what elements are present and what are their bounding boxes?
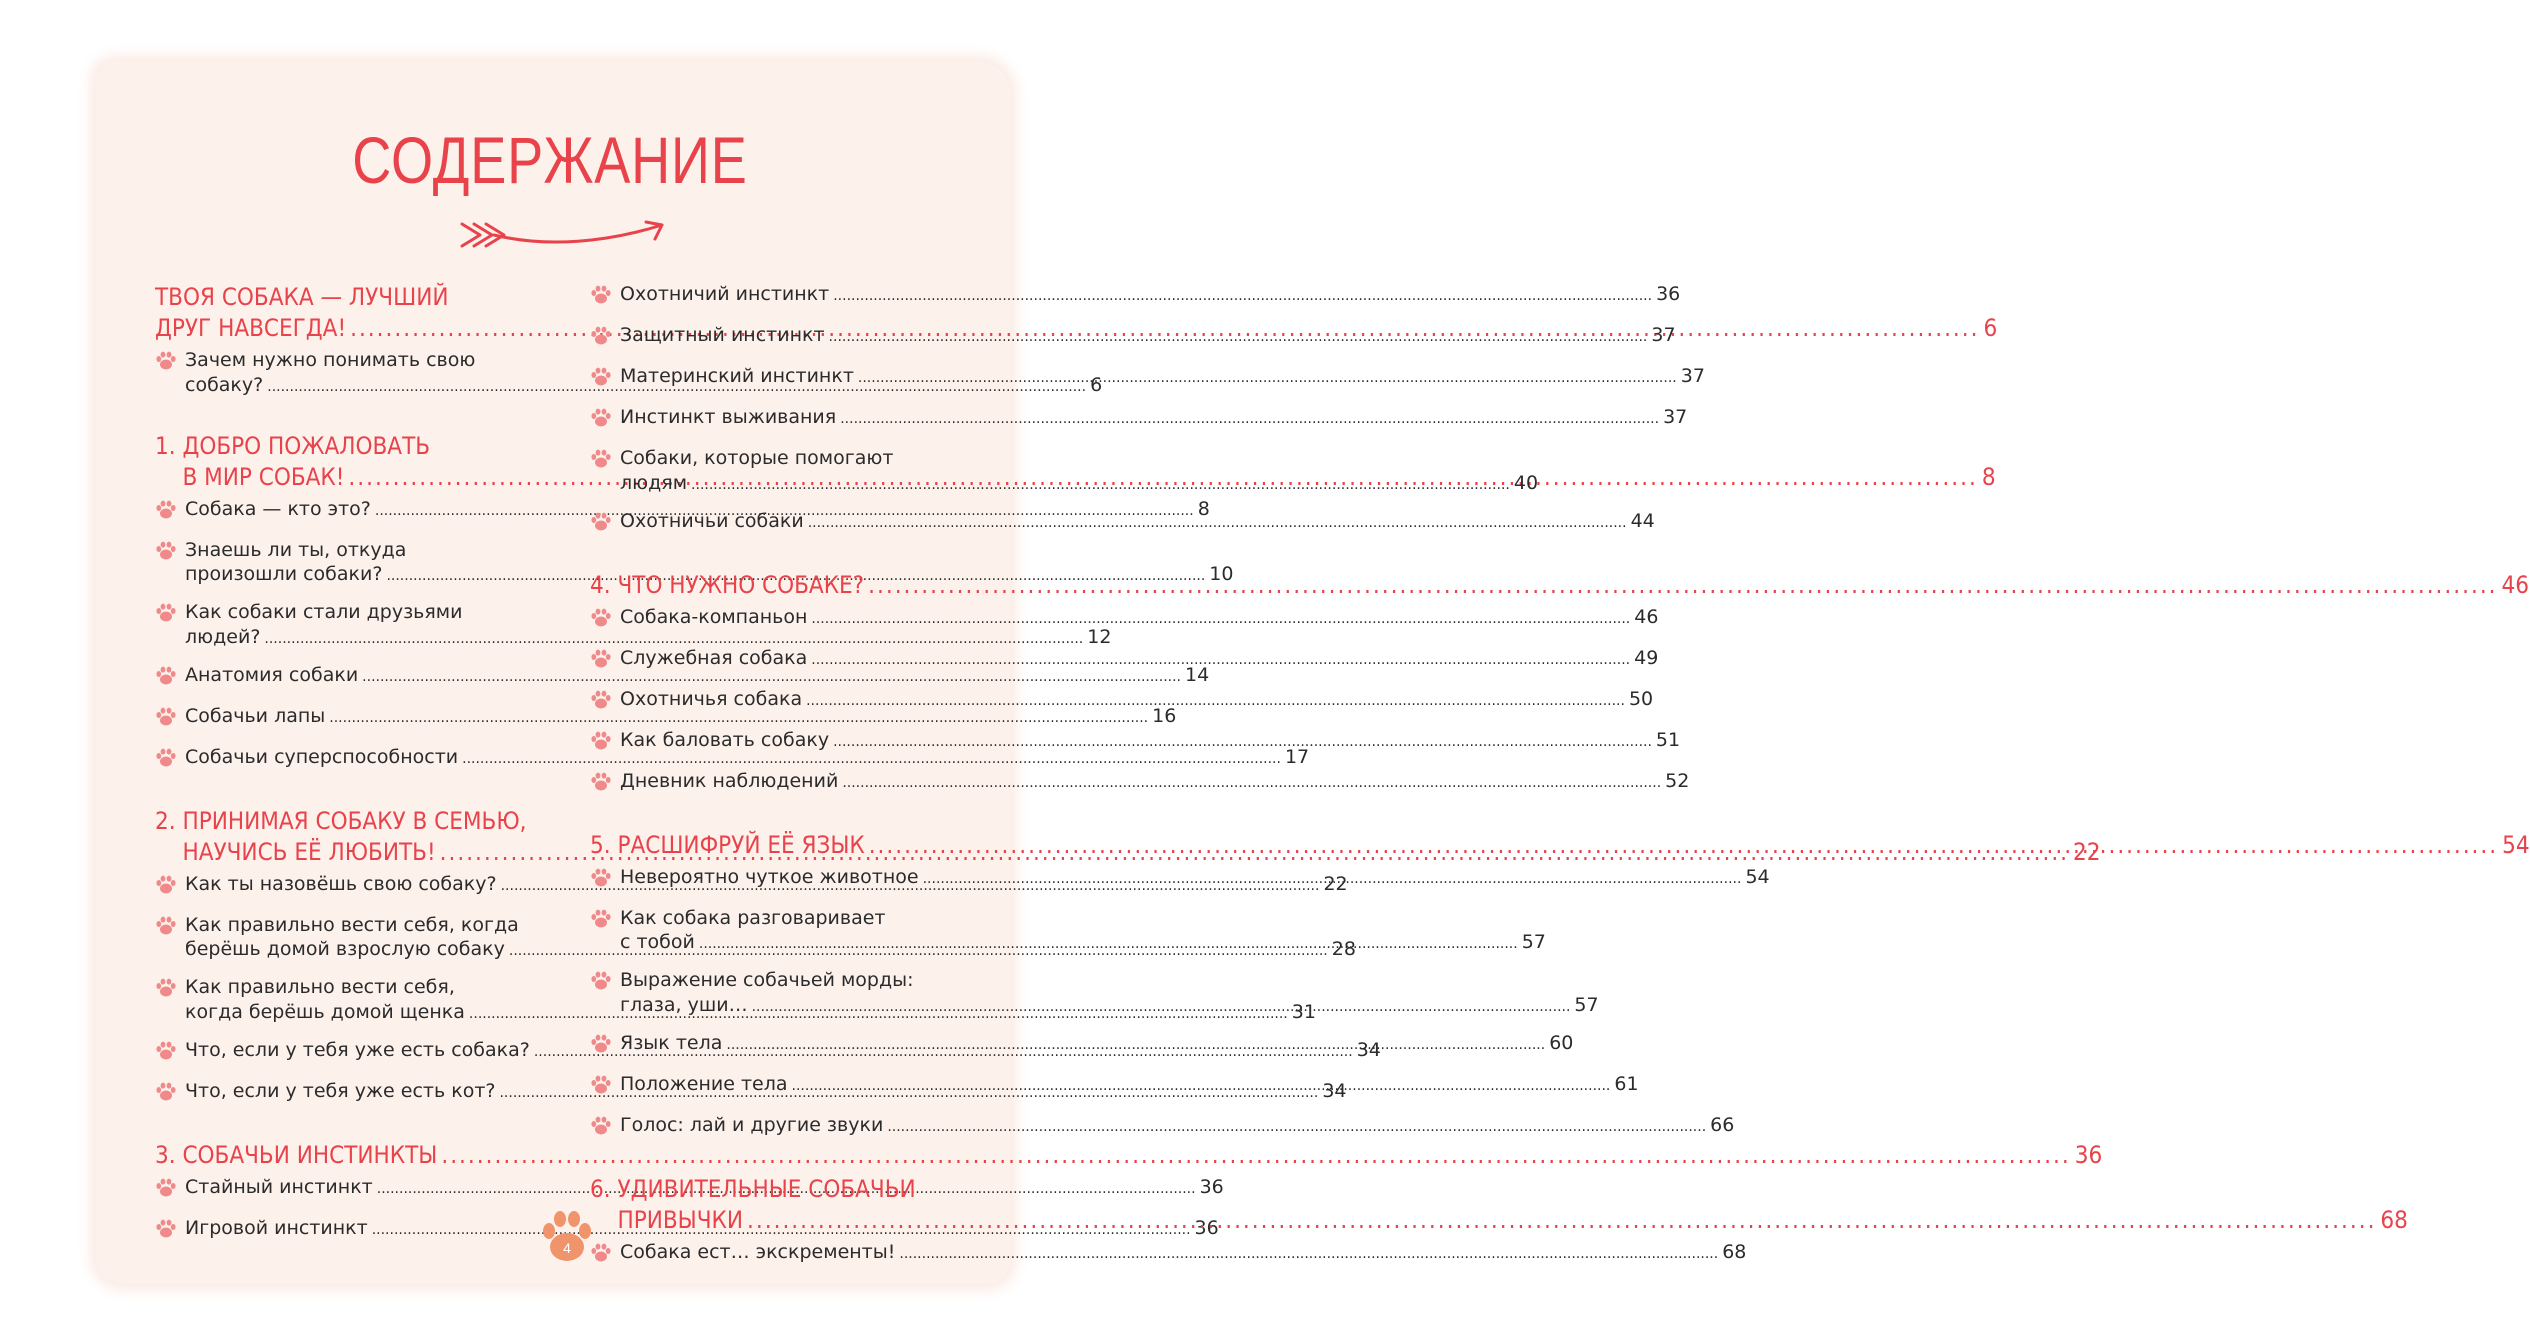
dot-leader (829, 323, 1648, 350)
paw-icon (590, 971, 612, 991)
toc-page-number: 12 (1087, 625, 1112, 648)
toc-page-number: 22 (1323, 872, 1348, 895)
toc-text: Собака-компаньон (620, 605, 808, 628)
dot-leader (842, 769, 1661, 796)
chapter-number: 2. (155, 806, 183, 835)
entry-title-line: Зачем нужно понимать свою (185, 349, 476, 371)
toc-text: Охотничья собака (620, 687, 803, 710)
toc-page-number: 46 (2501, 570, 2529, 599)
paw-icon (590, 512, 612, 532)
toc-leader-line (620, 323, 1676, 350)
chapter-title-line: ДОБРО ПОЖАЛОВАТЬ (182, 431, 431, 460)
paw-icon (590, 285, 612, 305)
toc-text: Как ты назовёшь свою собаку? (185, 872, 497, 895)
dot-leader (869, 830, 2498, 861)
toc-page-number: 57 (1521, 931, 1546, 953)
toc-entry[interactable] (590, 364, 1705, 394)
page-number: 4 (563, 1240, 571, 1256)
paw-icon (155, 1041, 177, 1061)
paw-icon (590, 608, 612, 628)
dot-leader (792, 1072, 1611, 1099)
toc-page-number: 31 (1291, 1000, 1316, 1023)
paw-icon (590, 408, 612, 428)
toc-entry[interactable] (155, 663, 1210, 693)
toc-page-number: 22 (2073, 837, 2101, 866)
toc-leader-line (620, 865, 1770, 892)
paw-icon (590, 731, 612, 751)
toc-page-number: 66 (1710, 1113, 1735, 1136)
toc-text: Собака ест… экскременты! (620, 1240, 896, 1263)
toc-page-number: 17 (1284, 745, 1310, 768)
dot-leader (752, 993, 1571, 1020)
toc-leader-line (617, 830, 2529, 861)
toc-text: Защитный инстинкт (620, 324, 825, 346)
toc-text: Собака — кто это? (185, 497, 371, 520)
toc-leader-line (620, 282, 1680, 309)
paw-icon (155, 748, 177, 768)
toc-text: произошли собаки? (185, 563, 383, 585)
toc-page-number: 50 (1628, 687, 1654, 710)
dot-leader (806, 687, 1625, 714)
paw-icon (155, 541, 177, 561)
paw-icon (155, 1082, 177, 1102)
toc-text: людей? (185, 625, 261, 648)
paw-icon (590, 326, 612, 346)
toc-page-number: 68 (1722, 1240, 1747, 1263)
toc-text: Охотничий инстинкт (620, 283, 830, 305)
toc-chapter[interactable] (155, 1140, 2103, 1171)
dot-leader (699, 930, 1518, 957)
paw-icon (155, 875, 177, 895)
toc-leader-line (620, 1113, 1734, 1140)
toc-page-number: 68 (2380, 1205, 2408, 1234)
paw-icon (155, 916, 177, 936)
paw-icon (590, 909, 612, 929)
dot-leader (808, 509, 1627, 536)
toc-page-number: 44 (1630, 509, 1655, 532)
dot-leader (833, 728, 1652, 755)
toc-leader-line (620, 605, 1658, 632)
section-gap (155, 411, 535, 431)
chapter-number: 1. (155, 431, 183, 460)
toc-leader-line (620, 471, 1538, 498)
entry-title-line: Как правильно вести себя, когда (185, 913, 519, 936)
toc-leader-line (620, 1240, 1746, 1267)
toc-text: В МИР СОБАК! (182, 462, 345, 491)
toc-leader-line (620, 769, 1689, 796)
toc-page-number: 8 (1981, 462, 1996, 491)
toc-page-number: 36 (2074, 1140, 2103, 1169)
section-gap (590, 1154, 970, 1174)
toc-text: собаку? (185, 373, 264, 396)
arrow-ornament-icon (458, 218, 670, 252)
entry-title-line: Собаки, которые помогают (620, 447, 894, 469)
toc-text: Как баловать собаку (620, 728, 830, 751)
toc-text: Положение тела (620, 1072, 788, 1095)
toc-text: Что, если у тебя уже есть кот? (185, 1079, 496, 1102)
toc-page-number: 37 (1651, 324, 1676, 346)
toc-entry[interactable] (590, 446, 1539, 497)
paw-icon (155, 1178, 177, 1198)
chapter-number: 3. (155, 1140, 183, 1169)
toc-text: Собачьи суперспособности (185, 745, 459, 768)
toc-entry[interactable] (590, 1113, 1735, 1143)
toc-page-number: 34 (1356, 1038, 1381, 1061)
dot-leader (691, 471, 1510, 498)
entry-title-line: Как правильно вести себя, (185, 976, 455, 998)
toc-leader-line (620, 930, 1546, 957)
toc-text: ЧТО НУЖНО СОБАКЕ? (617, 570, 865, 599)
toc-entry[interactable] (155, 704, 1177, 734)
section-gap (590, 810, 970, 830)
toc-entry[interactable] (155, 745, 1310, 775)
toc-text: с тобой (620, 931, 695, 953)
toc-page-number: 10 (1209, 563, 1234, 585)
toc-text: Голос: лай и другие звуки (620, 1113, 884, 1136)
paw-icon (155, 707, 177, 727)
toc-text: Охотничьи собаки (620, 509, 804, 532)
toc-text: Дневник наблюдений (620, 769, 839, 792)
toc-page-number: 40 (1513, 471, 1539, 494)
dot-leader (899, 1240, 1718, 1267)
section-gap (590, 550, 970, 570)
dot-leader (747, 1205, 2376, 1236)
toc-page-number: 54 (1745, 865, 1770, 888)
dot-leader (923, 865, 1742, 892)
section-gap (155, 786, 535, 806)
toc-page-number: 36 (1656, 283, 1681, 305)
toc-entry[interactable] (590, 769, 1690, 799)
toc-leader-line (620, 405, 1687, 432)
toc-entry[interactable] (590, 405, 1688, 435)
toc-text: ПРИВЫЧКИ (617, 1205, 744, 1234)
toc-leader-line (182, 1140, 2102, 1171)
paw-icon (590, 772, 612, 792)
toc-text: Что, если у тебя уже есть собака? (185, 1038, 530, 1061)
paw-icon (155, 500, 177, 520)
toc-page-number: 37 (1680, 365, 1705, 387)
paw-icon (590, 1116, 612, 1136)
toc-leader-line (620, 1031, 1573, 1058)
toc-page-number: 28 (1331, 938, 1356, 960)
toc-leader-line (620, 364, 1705, 391)
toc-text: людям (620, 471, 688, 494)
paw-icon (590, 449, 612, 469)
dot-leader (833, 282, 1652, 309)
dot-leader (868, 570, 2497, 601)
toc-text: Материнский инстинкт (620, 365, 854, 387)
section-gap (155, 1120, 535, 1140)
toc-leader-line (617, 570, 2529, 601)
toc-entry[interactable] (590, 605, 1659, 635)
toc-entry[interactable] (590, 323, 1676, 353)
toc-page-number: 14 (1185, 663, 1210, 686)
toc-leader-line (620, 687, 1653, 714)
toc-entry[interactable] (590, 1240, 1747, 1270)
toc-text: Инстинкт выживания (620, 406, 837, 428)
toc-leader-line (620, 509, 1655, 536)
paw-icon (590, 1075, 612, 1095)
paw-icon (155, 978, 177, 998)
toc-entry[interactable] (590, 509, 1655, 539)
entry-title-line: Как собака разговаривает (620, 906, 886, 929)
chapter-title-line: ПРИНИМАЯ СОБАКУ В СЕМЬЮ, (182, 806, 527, 835)
toc-entry[interactable] (590, 282, 1681, 312)
paw-icon (155, 666, 177, 686)
paw-icon (155, 351, 177, 371)
toc-text: Анатомия собаки (185, 663, 359, 686)
toc-page-number: 54 (2502, 830, 2530, 859)
toc-page-number: 46 (1634, 605, 1659, 628)
toc-leader-line (620, 1072, 1639, 1099)
toc-page-number: 60 (1549, 1031, 1574, 1054)
toc-page-number: 57 (1574, 993, 1599, 1016)
paw-icon (590, 1034, 612, 1054)
chapter-title-line: УДИВИТЕЛЬНЫЕ СОБАЧЬИ (617, 1174, 916, 1203)
toc-text: Стайный инстинкт (185, 1175, 373, 1198)
dot-leader (811, 646, 1630, 673)
paw-icon (590, 868, 612, 888)
entry-title-line: Как собаки стали друзьями (185, 601, 463, 623)
toc-text: Игровой инстинкт (185, 1216, 368, 1239)
toc-text: ДРУГ НАВСЕГДА! (155, 314, 347, 342)
dot-leader (887, 1113, 1706, 1140)
toc-page-number: 37 (1663, 406, 1688, 428)
toc-leader-line (617, 1205, 2407, 1236)
toc-leader-line (620, 728, 1680, 755)
paw-icon (590, 367, 612, 387)
dot-leader (840, 405, 1659, 432)
toc-page-number: 61 (1614, 1072, 1639, 1095)
toc-page-number: 49 (1634, 646, 1659, 669)
paw-icon (155, 603, 177, 623)
toc-page-number: 36 (1194, 1216, 1219, 1239)
toc-leader-line (620, 993, 1599, 1020)
chapter-number: 6. (590, 1174, 618, 1203)
toc-page-number: 6 (1983, 314, 1998, 342)
dot-leader (726, 1031, 1545, 1058)
toc-text: Язык тела (620, 1031, 723, 1054)
toc-text: глаза, уши… (620, 993, 748, 1016)
toc-page-number: 16 (1152, 704, 1177, 727)
toc-text: берёшь домой взрослую собаку (185, 938, 505, 960)
page-title: СОДЕРЖАНИЕ (352, 123, 748, 197)
toc-leader-line (620, 646, 1658, 673)
toc-page-number: 34 (1322, 1079, 1347, 1102)
paw-icon (155, 1219, 177, 1239)
toc-text: Собачьи лапы (185, 704, 326, 727)
toc-page-number: 6 (1090, 373, 1103, 396)
toc-page-number: 52 (1665, 769, 1690, 792)
entry-title-line: Выражение собачьей морды: (620, 969, 914, 991)
entry-title-line: Знаешь ли ты, откуда (185, 538, 407, 561)
chapter-number: 5. (590, 830, 618, 859)
toc-text: НАУЧИСЬ ЕЁ ЛЮБИТЬ! (182, 837, 436, 866)
paw-icon (590, 649, 612, 669)
dot-leader (858, 364, 1677, 391)
paw-icon (590, 690, 612, 710)
chapter-title-line: ТВОЯ СОБАКА — ЛУЧШИЙ (155, 283, 449, 311)
chapter-number: 4. (590, 570, 618, 599)
toc-text: РАСШИФРУЙ ЕЁ ЯЗЫК (617, 830, 865, 859)
toc-text: Служебная собака (620, 646, 808, 669)
paw-page-badge-icon (537, 1207, 597, 1267)
toc-page-number: 8 (1197, 497, 1210, 520)
toc-text: Невероятно чуткое животное (620, 865, 919, 888)
toc-text: СОБАЧЬИ ИНСТИНКТЫ (182, 1140, 438, 1169)
toc-page-number: 36 (1199, 1175, 1224, 1198)
toc-page-number: 51 (1655, 728, 1681, 751)
dot-leader (811, 605, 1630, 632)
toc-text: когда берёшь домой щенка (185, 1000, 465, 1023)
